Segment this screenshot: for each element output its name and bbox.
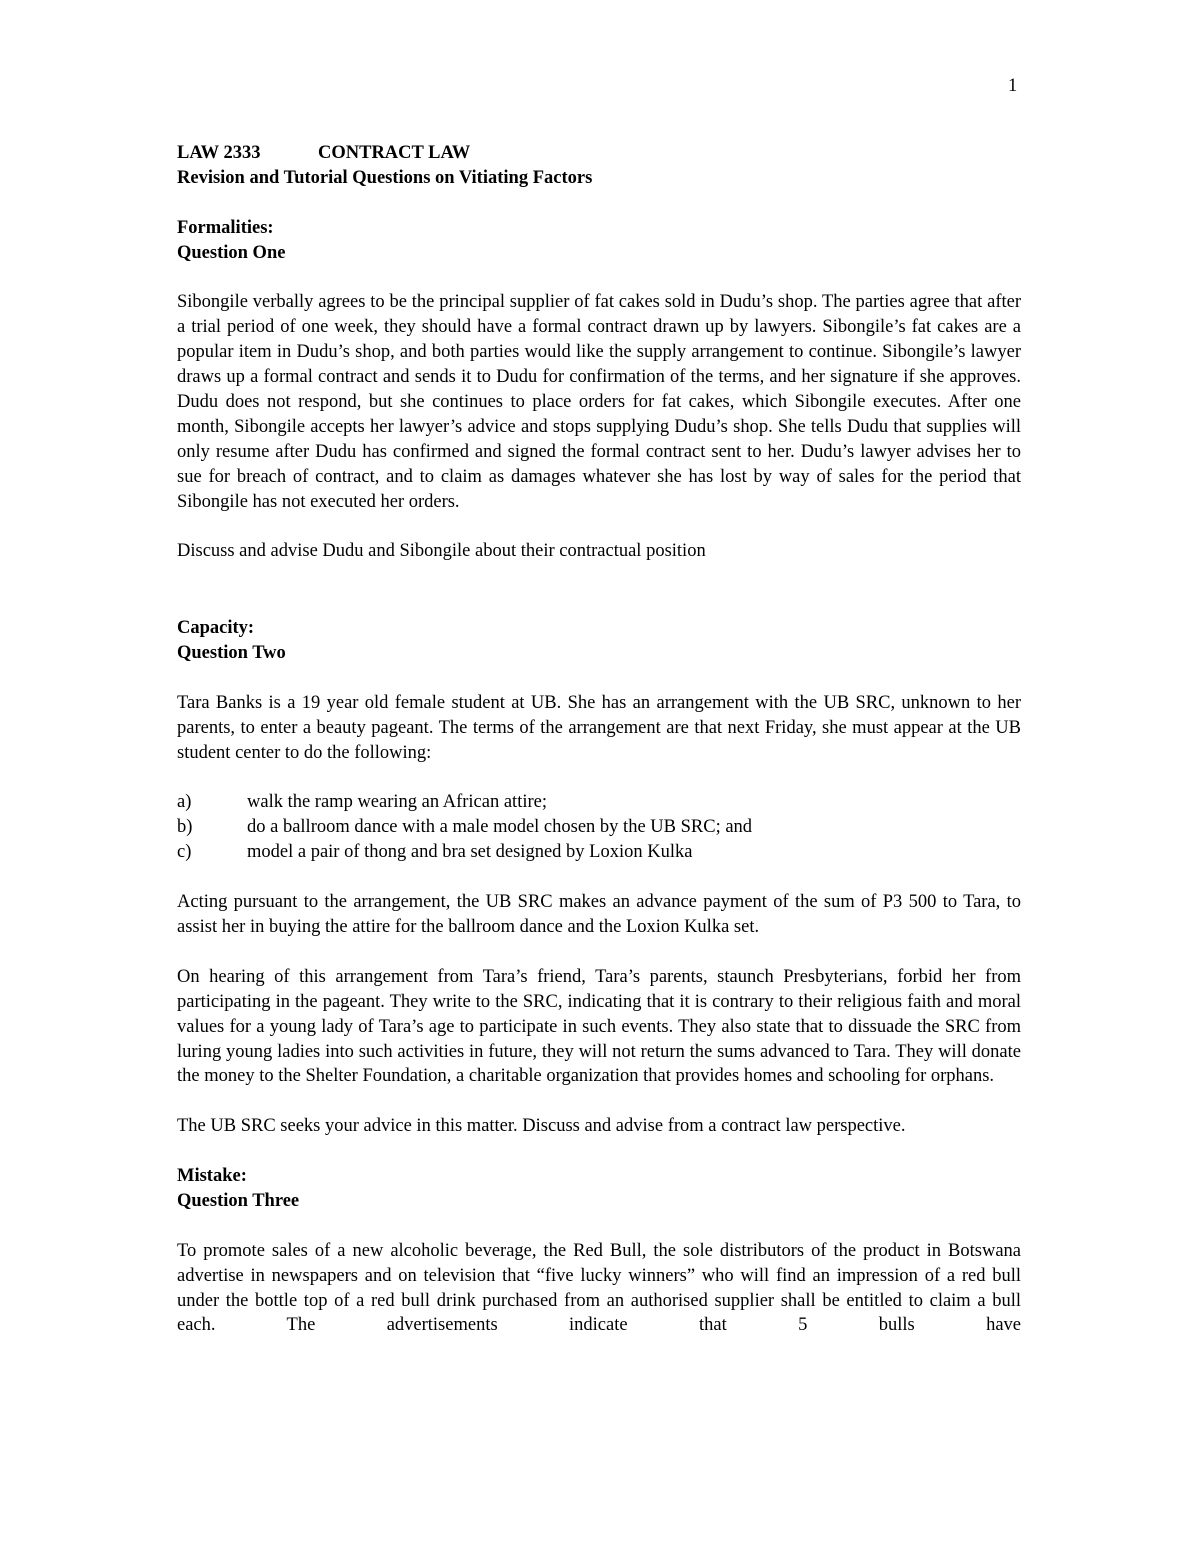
document-body	[177, 141, 1021, 1338]
list-item-text: do a ballroom dance with a male model chosen by the UB SRC; and	[247, 817, 753, 838]
course-header	[177, 141, 1021, 166]
question-two-paragraph-2: Acting pursuant to the arrangement, the UB SRC makes an advance payment of the sum of P3 500 to Tara, to assist her in buying the attire for the ballroom dance and the Loxion Kulka set.	[177, 892, 1021, 937]
list-marker: b)	[177, 817, 193, 838]
section-heading-formalities: Formalities:	[177, 217, 274, 238]
question-three-paragraph: To promote sales of a new alcoholic beverage, the Red Bull, the sole distributors of the product in Botswana advertise in newspapers and on television that “five lucky winners” who will find an impression of a red bull under the bottle top of a red bull drink purchased from an authorised supplier shall be entitled to claim a bull each. The advertisements indicate that 5 bulls have	[177, 1240, 1021, 1336]
question-two-paragraph-4: The UB SRC seeks your advice in this matter. Discuss and advise from a contract law perspective.	[177, 1116, 906, 1137]
section-heading-capacity: Capacity:	[177, 618, 255, 639]
section-heading-mistake: Mistake:	[177, 1166, 247, 1186]
list-item-text: walk the ramp wearing an African attire;	[247, 792, 547, 813]
question-one-instruction: Discuss and advise Dudu and Sibongile about their contractual position	[177, 541, 706, 562]
question-one-title: Question One	[177, 242, 286, 263]
document-subtitle: Revision and Tutorial Questions on Vitiating Factors	[177, 167, 593, 188]
question-two-paragraph-1: Tara Banks is a 19 year old female student at UB. She has an arrangement with the UB SRC, unknown to her parents, to enter a beauty pageant. The terms of the arrangement are that next Friday, she must appear at the UB student center to do the following:	[177, 692, 1021, 763]
pageage-terms-list	[177, 790, 1021, 865]
list-item	[177, 815, 1021, 840]
course-code: LAW 2333	[177, 143, 261, 163]
list-item	[177, 840, 1021, 865]
list-marker: a)	[177, 792, 192, 813]
question-one-paragraph: Sibongile verbally agrees to be the principal supplier of fat cakes sold in Dudu’s shop. The parties agree that after a trial period of one week, they should have a formal contract drawn up by lawyers. Sibongile’s fat cakes are a popular item in Dudu’s shop, and both parties would like the supply arrangement to continue. Sibongile’s lawyer draws up a formal contract and sends it to Dudu for confirmation of the terms, and her signature if she approves. Dudu does not respond, but she continues to place orders for fat cakes, which Sibongile executes. After one month, Sibongile accepts her lawyer’s advice and stops supplying Dudu’s shop. She tells Dudu that supplies will only resume after Dudu has confirmed and signed the formal contract sent to her. Dudu’s lawyer advises her to sue for breach of contract, and to claim as damages whatever she has lost by way of sales for the period that Sibongile has not executed her orders.	[177, 292, 1021, 512]
list-item	[177, 790, 1021, 815]
page-number: 1	[1008, 76, 1018, 96]
course-title: CONTRACT LAW	[318, 143, 471, 163]
question-two-title: Question Two	[177, 643, 286, 664]
list-marker: c)	[177, 842, 192, 863]
question-two-paragraph-3: On hearing of this arrangement from Tara’s friend, Tara’s parents, staunch Presbyterians, forbid her from participating in the pageant. They write to the SRC, indicating that it is contrary to their religious faith and moral values for a young lady of Tara’s age to participate in such events. They also state that to dissuade the SRC from luring young ladies into such activities in future, they will not return the sums advanced to Tara. They will donate the money to the Shelter Foundation, a charitable organization that provides homes and schooling for orphans.	[177, 966, 1021, 1087]
list-item-text: model a pair of thong and bra set designed by Loxion Kulka	[247, 842, 693, 863]
question-three-title: Question Three	[177, 1190, 300, 1211]
